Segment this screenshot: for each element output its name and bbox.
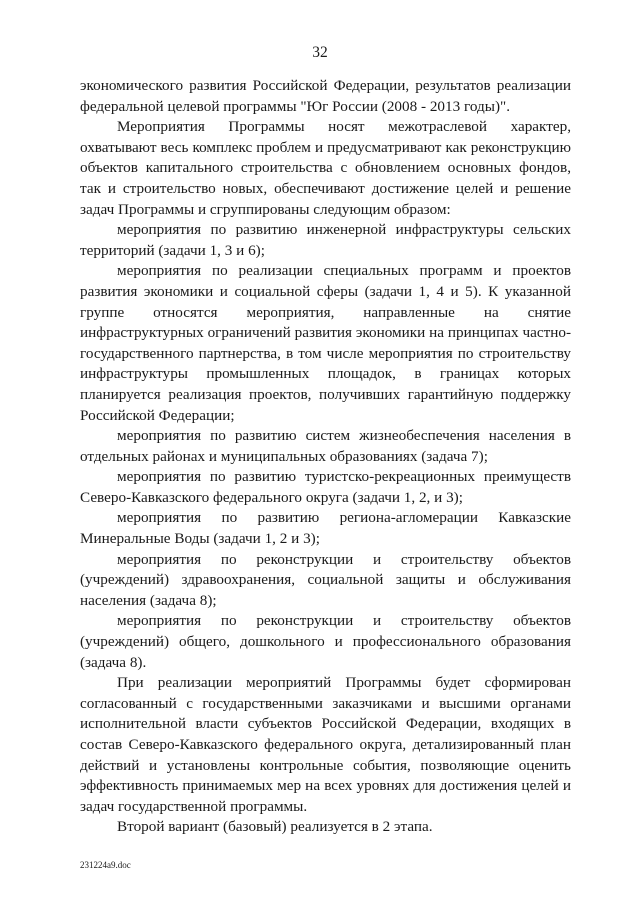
list-item: мероприятия по развитию региона-агломерации Кавказские Минеральные Воды (задачи 1, 2 и 3);	[80, 509, 571, 548]
paragraph: Второй вариант (базовый) реализуется в 2 этапа.	[117, 818, 433, 836]
document-body	[80, 76, 571, 838]
list-item: мероприятия по реализации специальных программ и проектов развития экономики и социальной сферы (задачи 1, 4 и 5). К указанной группе относятся мероприятия, направленные на снятие инфраструктурных ограничений развития экономики на принципах частно-государственного партнерства, в том числе мероприятия по строительству инфраструктуры промышленных площадок, в границах которых планируется реализация проектов, получивших гарантийную поддержку Российской Федерации;	[80, 262, 571, 424]
paragraph: экономического развития Российской Федерации, результатов реализации федеральной целевой программы "Юг России (2008 - 2013 годы)".	[80, 77, 571, 115]
paragraph: При реализации мероприятий Программы будет сформирован согласованный с государственными заказчиками и высшими органами исполнительной власти субъектов Российской Федерации, входящих в состав Северо-Кавказского федерального округа, детализированный план действий и установлены контрольные события, позволяющие оценить эффективность принимаемых мер на всех уровнях для достижения целей и задач государственной программы.	[80, 674, 571, 815]
paragraph: Мероприятия Программы носят межотраслевой характер, охватывают весь комплекс проблем и предусматривают как реконструкцию объектов капитального строительства с обновлением основных фондов, так и строительство новых, обеспечивают достижение целей и решение задач Программы и сгруппированы следующим образом:	[80, 118, 571, 218]
list-item: мероприятия по реконструкции и строительству объектов (учреждений) здравоохранения, социальной защиты и обслуживания населения (задача 8);	[80, 550, 571, 609]
footer-filename: 231224a9.doc	[80, 860, 131, 870]
list-item: мероприятия по развитию инженерной инфраструктуры сельских территорий (задачи 1, 3 и 6);	[80, 221, 571, 259]
list-item: мероприятия по реконструкции и строительству объектов (учреждений) общего, дошкольного и профессионального образования (задача 8).	[80, 612, 571, 671]
list-item: мероприятия по развитию систем жизнеобеспечения населения в отдельных районах и муниципальных образованиях (задача 7);	[80, 427, 571, 465]
page-number: 32	[312, 44, 328, 61]
list-item: мероприятия по развитию туристско-рекреационных преимуществ Северо-Кавказского федерального округа (задачи 1, 2, и 3);	[80, 468, 571, 506]
